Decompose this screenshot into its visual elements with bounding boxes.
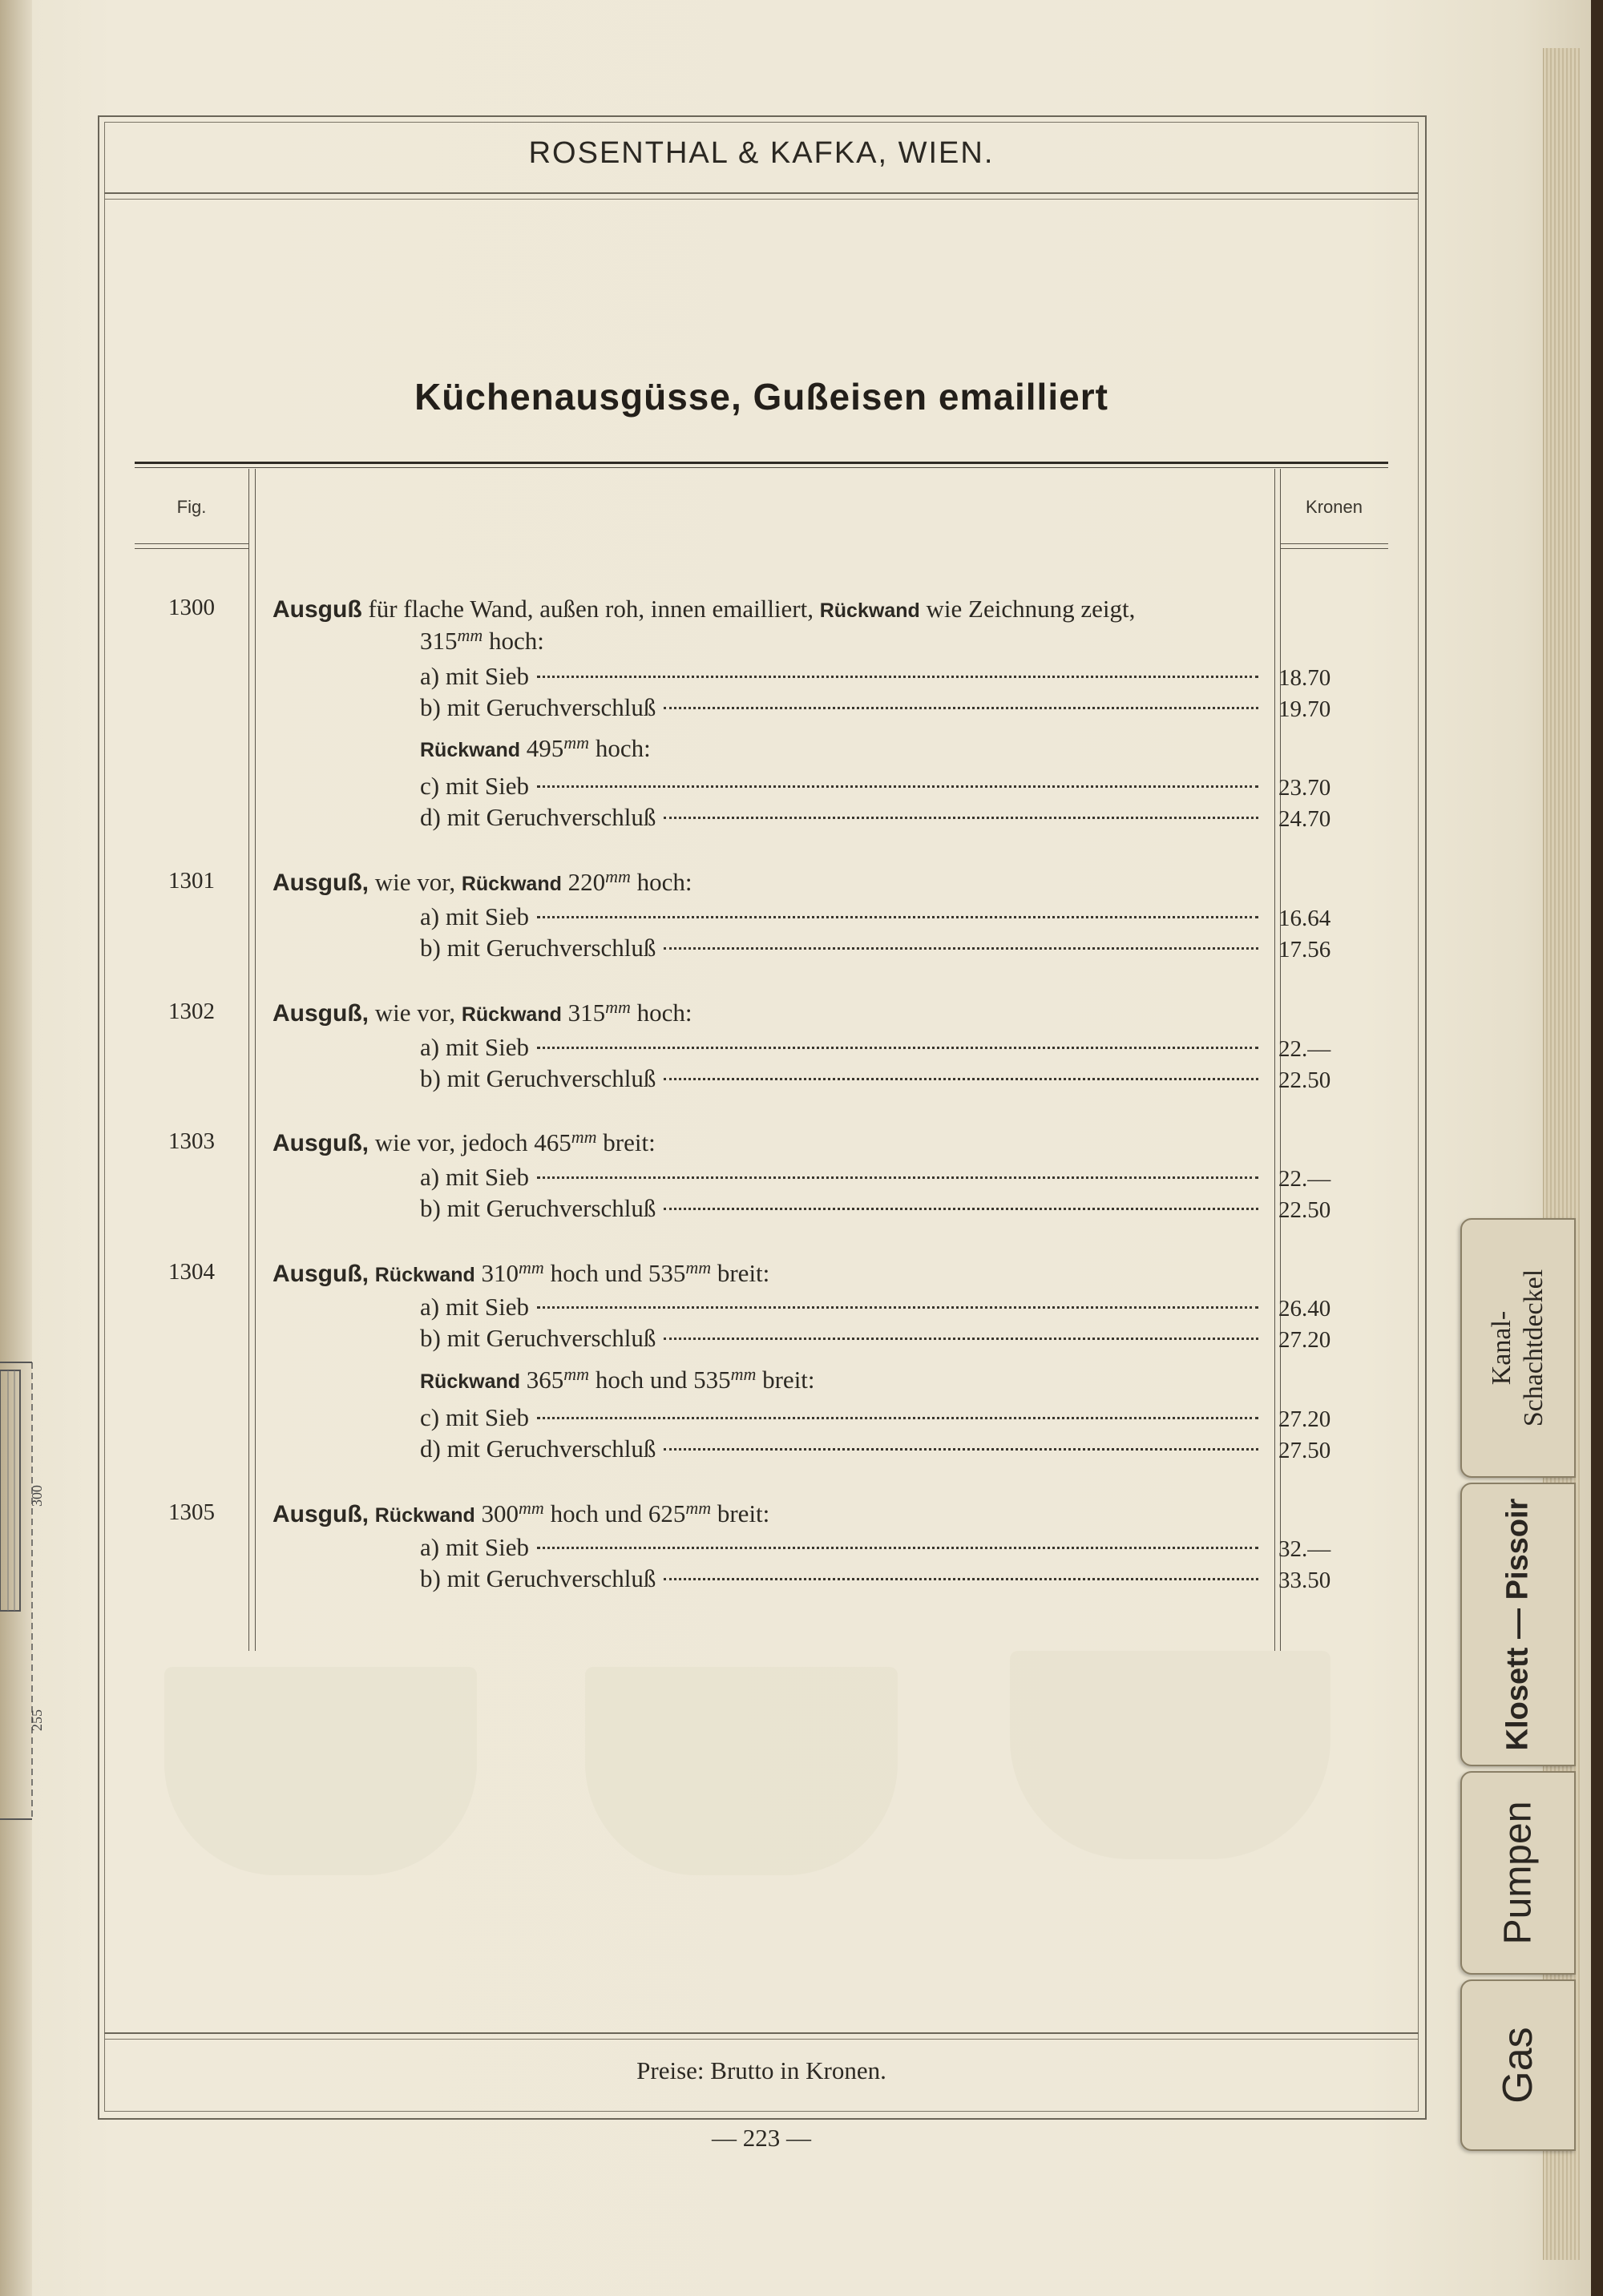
header-underline [135, 548, 248, 549]
item-name: Ausguß, [273, 1261, 369, 1287]
tab-label: Pumpen [1496, 1801, 1540, 1945]
footer-rule [104, 2039, 1419, 2040]
page-frame-inner [104, 122, 1419, 2112]
item-description: Ausguß, wie vor, Rückwand $220^{mm}$ hoch: [273, 866, 692, 896]
header-underline [1280, 543, 1388, 544]
fig-number: 1301 [168, 868, 215, 894]
price: 16.64 [1278, 906, 1331, 931]
header-rule [104, 192, 1419, 194]
table-top-rule [135, 467, 1388, 468]
item-description: Ausguß, wie vor, jedoch $465^{mm}$ breit: [273, 1127, 656, 1156]
price: 22.— [1278, 1036, 1331, 1062]
firm-header: ROSENTHAL & KAFKA, WIEN. [528, 136, 995, 170]
page-gutter [0, 0, 32, 2296]
list-item: a) mit Sieb [420, 1293, 1258, 1325]
page-title: Küchenausgüsse, Gußeisen emailliert [414, 376, 1108, 418]
fig-number: 1302 [168, 999, 215, 1024]
column-header-price: Kronen [1306, 497, 1363, 517]
item-name: Ausguß, [273, 870, 369, 896]
column-header-fig: Fig. [176, 497, 207, 517]
column-divider [255, 469, 256, 1651]
table-top-rule [135, 462, 1388, 464]
tab-label: Gas [1495, 2027, 1541, 2104]
item-description: Ausguß, Rückwand $300^{mm}$ hoch und $625^{mm}$ breit: [273, 1498, 770, 1527]
list-item: a) mit Sieb [420, 1163, 1258, 1195]
drawing-dimension-300: 300 [29, 1485, 45, 1507]
list-item: b) mit Geruchverschluß [420, 693, 1258, 725]
item-name: Ausguß, [273, 1501, 369, 1527]
tab-klosett-pissoir[interactable]: Klosett — Pissoir [1460, 1483, 1576, 1766]
page-number: — 223 — [712, 2124, 811, 2152]
fig-number: 1300 [168, 595, 215, 620]
list-item: c) mit Sieb [420, 772, 1258, 804]
price: 27.50 [1278, 1438, 1331, 1463]
header-rule [104, 199, 1419, 200]
left-page-drawing [0, 1314, 56, 1827]
list-item: a) mit Sieb [420, 902, 1258, 934]
header-underline [135, 543, 248, 544]
sub-description: Rückwand $365^{mm}$ hoch und $535^{mm}$ breit: [420, 1364, 815, 1394]
price: 22.— [1278, 1166, 1331, 1192]
item-description-cont: $315^{mm}$ hoch: [420, 625, 544, 655]
tab-label: Pissoir [1500, 1498, 1535, 1600]
price: 24.70 [1278, 806, 1331, 832]
item-name: Ausguß, [273, 1000, 369, 1027]
price: 26.40 [1278, 1296, 1331, 1322]
tab-kanal-schachtdeckel[interactable] [1460, 1218, 1576, 1478]
list-item: c) mit Sieb [420, 1403, 1258, 1435]
list-item: a) mit Sieb [420, 1033, 1258, 1065]
price: 19.70 [1278, 696, 1331, 722]
price: 22.50 [1278, 1067, 1331, 1093]
tab-label: Klosett [1500, 1647, 1535, 1751]
footer-rule [104, 2032, 1419, 2034]
item-description: Ausguß für flache Wand, außen roh, innen emailliert, Rückwand wie Zeichnung zeigt, [273, 595, 1136, 623]
fig-number: 1304 [168, 1259, 215, 1285]
list-item: b) mit Geruchverschluß [420, 934, 1258, 966]
list-item: b) mit Geruchverschluß [420, 1324, 1258, 1356]
price: 27.20 [1278, 1406, 1331, 1432]
fig-number: 1305 [168, 1499, 215, 1525]
tab-gas[interactable] [1460, 1979, 1576, 2151]
tab-pumpen[interactable] [1460, 1771, 1576, 1975]
header-underline [1280, 548, 1388, 549]
price: 23.70 [1278, 775, 1331, 801]
list-item: b) mit Geruchverschluß [420, 1064, 1258, 1096]
price-note: Preise: Brutto in Kronen. [636, 2056, 886, 2084]
drawing-dimension-255: 255 [29, 1709, 45, 1731]
price: 18.70 [1278, 665, 1331, 691]
column-divider [248, 469, 249, 1651]
item-description: Ausguß, wie vor, Rückwand $315^{mm}$ hoch: [273, 997, 692, 1027]
price: 33.50 [1278, 1568, 1331, 1593]
list-item: d) mit Geruchverschluß [420, 803, 1258, 835]
price: 27.20 [1278, 1327, 1331, 1353]
sub-description: Rückwand $495^{mm}$ hoch: [420, 732, 651, 762]
column-divider [1274, 469, 1275, 1651]
item-name: Ausguß, [273, 1130, 369, 1156]
fig-number: 1303 [168, 1128, 215, 1154]
price: 32.— [1278, 1536, 1331, 1562]
tab-label: Schachtdeckel [1519, 1269, 1548, 1427]
item-description: Ausguß, Rückwand $310^{mm}$ hoch und $535^{mm}$ breit: [273, 1257, 770, 1287]
item-name: Ausguß [273, 596, 362, 623]
list-item: b) mit Geruchverschluß [420, 1194, 1258, 1226]
tab-label: Kanal- [1487, 1310, 1516, 1386]
price: 22.50 [1278, 1197, 1331, 1223]
list-item: b) mit Geruchverschluß [420, 1564, 1258, 1596]
list-item: a) mit Sieb [420, 662, 1258, 694]
list-item: d) mit Geruchverschluß [420, 1434, 1258, 1467]
price: 17.56 [1278, 937, 1331, 962]
list-item: a) mit Sieb [420, 1533, 1258, 1565]
